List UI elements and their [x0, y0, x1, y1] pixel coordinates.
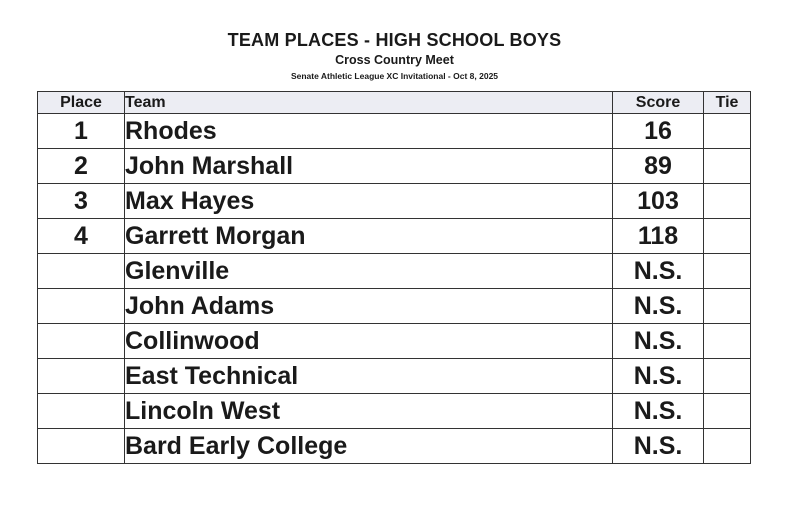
place-cell [38, 289, 125, 324]
team-cell: Max Hayes [125, 184, 613, 219]
team-cell: East Technical [125, 359, 613, 394]
place-cell: 3 [38, 184, 125, 219]
tie-cell [704, 219, 751, 254]
table-row [38, 429, 751, 464]
team-cell: Garrett Morgan [125, 219, 613, 254]
score-cell: 103 [613, 184, 704, 219]
team-cell: Rhodes [125, 114, 613, 149]
place-cell: 4 [38, 219, 125, 254]
tie-cell [704, 114, 751, 149]
score-cell: N.S. [613, 429, 704, 464]
place-cell [38, 359, 125, 394]
table-row [38, 184, 751, 219]
tie-cell [704, 184, 751, 219]
team-cell: Lincoln West [125, 394, 613, 429]
tie-cell [704, 359, 751, 394]
place-cell: 1 [38, 114, 125, 149]
column-header-score: Score [613, 92, 704, 114]
tie-cell [704, 324, 751, 359]
score-cell: N.S. [613, 394, 704, 429]
place-cell [38, 324, 125, 359]
table-row [38, 289, 751, 324]
place-cell [38, 429, 125, 464]
team-cell: Glenville [125, 254, 613, 289]
table-row [38, 394, 751, 429]
page-subtitle: Cross Country Meet [335, 53, 454, 67]
score-cell: 118 [613, 219, 704, 254]
tie-cell [704, 394, 751, 429]
score-cell: N.S. [613, 289, 704, 324]
table-row [38, 324, 751, 359]
score-cell: 16 [613, 114, 704, 149]
place-cell [38, 254, 125, 289]
table-body [38, 114, 751, 464]
table-row [38, 219, 751, 254]
table-header [38, 92, 751, 114]
column-header-team: Team [125, 92, 613, 114]
tie-cell [704, 289, 751, 324]
event-name: Senate Athletic League XC Invitational - Oct 8, 2025 [290, 71, 499, 81]
score-cell: N.S. [613, 324, 704, 359]
team-cell: Collinwood [125, 324, 613, 359]
score-cell: 89 [613, 149, 704, 184]
table-row [38, 149, 751, 184]
table-row [38, 254, 751, 289]
team-cell: John Adams [125, 289, 613, 324]
table-row [38, 359, 751, 394]
team-cell: Bard Early College [125, 429, 613, 464]
score-cell: N.S. [613, 359, 704, 394]
column-header-place: Place [38, 92, 125, 114]
place-cell: 2 [38, 149, 125, 184]
team-cell: John Marshall [125, 149, 613, 184]
table-row [38, 114, 751, 149]
header-row [38, 92, 751, 114]
tie-cell [704, 429, 751, 464]
score-cell: N.S. [613, 254, 704, 289]
team-places-table [37, 91, 751, 464]
place-cell [38, 394, 125, 429]
tie-cell [704, 254, 751, 289]
column-header-tie: Tie [704, 92, 751, 114]
tie-cell [704, 149, 751, 184]
page-title: TEAM PLACES - HIGH SCHOOL BOYS [227, 30, 562, 50]
